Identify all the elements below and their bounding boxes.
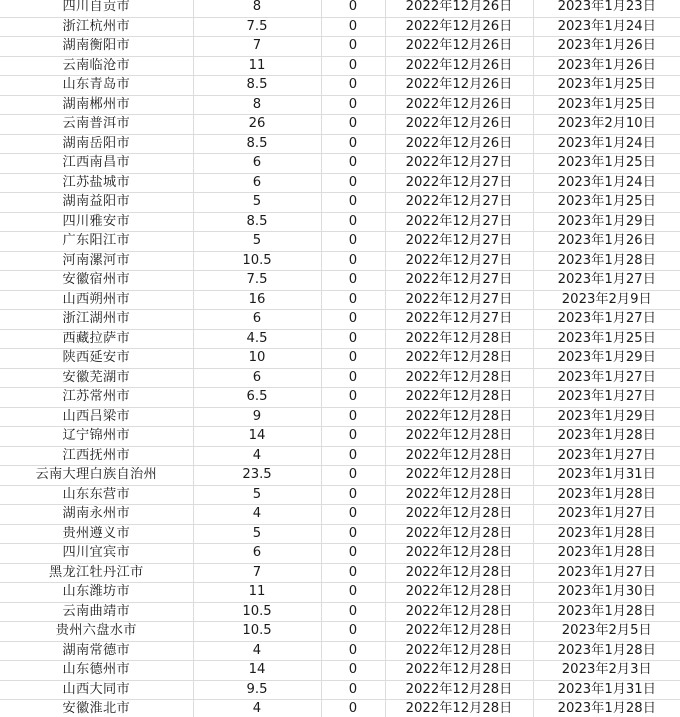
count-cell[interactable]: 0 [321, 700, 385, 717]
end-date-cell[interactable]: 2023年1月23日 [533, 0, 680, 17]
city-cell[interactable]: 山东青岛市 [0, 76, 193, 96]
end-date-cell[interactable]: 2023年2月5日 [533, 622, 680, 642]
table-row [0, 349, 680, 369]
city-cell[interactable]: 云南曲靖市 [0, 602, 193, 622]
city-cell[interactable]: 四川雅安市 [0, 212, 193, 232]
start-date-cell[interactable]: 2022年12月27日 [385, 310, 533, 330]
value-cell[interactable]: 11 [193, 56, 321, 76]
end-date-cell[interactable]: 2023年1月29日 [533, 407, 680, 427]
start-date-cell[interactable]: 2022年12月26日 [385, 134, 533, 154]
value-cell[interactable]: 26 [193, 115, 321, 135]
count-cell[interactable]: 0 [321, 602, 385, 622]
count-cell[interactable]: 0 [321, 388, 385, 408]
end-date-cell[interactable]: 2023年1月28日 [533, 700, 680, 717]
start-date-cell[interactable]: 2022年12月28日 [385, 329, 533, 349]
end-date-cell[interactable]: 2023年1月29日 [533, 212, 680, 232]
value-cell[interactable]: 4 [193, 700, 321, 717]
table-row [0, 388, 680, 408]
table-row [0, 251, 680, 271]
end-date-cell[interactable]: 2023年2月9日 [533, 290, 680, 310]
count-cell[interactable]: 0 [321, 583, 385, 603]
value-cell[interactable]: 4 [193, 505, 321, 525]
table-row [0, 193, 680, 213]
count-cell[interactable]: 0 [321, 563, 385, 583]
end-date-cell[interactable]: 2023年1月25日 [533, 329, 680, 349]
count-cell[interactable]: 0 [321, 232, 385, 252]
value-cell[interactable]: 16 [193, 290, 321, 310]
start-date-cell[interactable]: 2022年12月26日 [385, 95, 533, 115]
table-row [0, 524, 680, 544]
table-row [0, 680, 680, 700]
count-cell[interactable]: 0 [321, 622, 385, 642]
start-date-cell[interactable]: 2022年12月28日 [385, 661, 533, 681]
count-cell[interactable]: 0 [321, 368, 385, 388]
city-cell[interactable]: 山东东营市 [0, 485, 193, 505]
count-cell[interactable]: 0 [321, 466, 385, 486]
end-date-cell[interactable]: 2023年1月24日 [533, 17, 680, 37]
start-date-cell[interactable]: 2022年12月27日 [385, 251, 533, 271]
table-row [0, 505, 680, 525]
table-row [0, 95, 680, 115]
start-date-cell[interactable]: 2022年12月28日 [385, 505, 533, 525]
start-date-cell[interactable]: 2022年12月28日 [385, 485, 533, 505]
end-date-cell[interactable]: 2023年1月27日 [533, 368, 680, 388]
table-row [0, 583, 680, 603]
end-date-cell[interactable]: 2023年1月27日 [533, 505, 680, 525]
end-date-cell[interactable]: 2023年1月25日 [533, 76, 680, 96]
count-cell[interactable]: 0 [321, 524, 385, 544]
value-cell[interactable]: 7 [193, 563, 321, 583]
table-row [0, 212, 680, 232]
end-date-cell[interactable]: 2023年1月28日 [533, 602, 680, 622]
end-date-cell[interactable]: 2023年2月3日 [533, 661, 680, 681]
count-cell[interactable]: 0 [321, 310, 385, 330]
count-cell[interactable]: 0 [321, 349, 385, 369]
end-date-cell[interactable]: 2023年1月30日 [533, 583, 680, 603]
start-date-cell[interactable]: 2022年12月28日 [385, 602, 533, 622]
count-cell[interactable]: 0 [321, 251, 385, 271]
city-cell[interactable]: 湖南永州市 [0, 505, 193, 525]
city-cell[interactable]: 湖南益阳市 [0, 193, 193, 213]
city-cell[interactable]: 西藏拉萨市 [0, 329, 193, 349]
city-cell[interactable]: 云南临沧市 [0, 56, 193, 76]
table-row [0, 37, 680, 57]
end-date-cell[interactable]: 2023年1月27日 [533, 388, 680, 408]
value-cell[interactable]: 10.5 [193, 602, 321, 622]
value-cell[interactable]: 9 [193, 407, 321, 427]
start-date-cell[interactable]: 2022年12月27日 [385, 271, 533, 291]
end-date-cell[interactable]: 2023年1月27日 [533, 310, 680, 330]
city-cell[interactable]: 浙江杭州市 [0, 17, 193, 37]
table-row [0, 700, 680, 717]
count-cell[interactable]: 0 [321, 173, 385, 193]
city-cell[interactable]: 湖南衡阳市 [0, 37, 193, 57]
start-date-cell[interactable]: 2022年12月27日 [385, 154, 533, 174]
end-date-cell[interactable]: 2023年1月28日 [533, 641, 680, 661]
city-cell[interactable]: 湖南常德市 [0, 641, 193, 661]
count-cell[interactable]: 0 [321, 544, 385, 564]
count-cell[interactable]: 0 [321, 290, 385, 310]
count-cell[interactable]: 0 [321, 134, 385, 154]
start-date-cell[interactable]: 2022年12月28日 [385, 700, 533, 717]
count-cell[interactable]: 0 [321, 427, 385, 447]
value-cell[interactable]: 8 [193, 0, 321, 17]
end-date-cell[interactable]: 2023年1月26日 [533, 37, 680, 57]
value-cell[interactable]: 8.5 [193, 76, 321, 96]
value-cell[interactable]: 8.5 [193, 134, 321, 154]
table-row [0, 173, 680, 193]
city-cell[interactable]: 安徽淮北市 [0, 700, 193, 717]
table-row [0, 329, 680, 349]
value-cell[interactable]: 5 [193, 524, 321, 544]
start-date-cell[interactable]: 2022年12月26日 [385, 115, 533, 135]
start-date-cell[interactable]: 2022年12月28日 [385, 544, 533, 564]
city-cell[interactable]: 安徽芜湖市 [0, 368, 193, 388]
end-date-cell[interactable]: 2023年1月28日 [533, 427, 680, 447]
table-row [0, 271, 680, 291]
value-cell[interactable]: 4.5 [193, 329, 321, 349]
count-cell[interactable]: 0 [321, 212, 385, 232]
start-date-cell[interactable]: 2022年12月26日 [385, 17, 533, 37]
table-row [0, 466, 680, 486]
value-cell[interactable]: 10.5 [193, 251, 321, 271]
end-date-cell[interactable]: 2023年1月31日 [533, 466, 680, 486]
start-date-cell[interactable]: 2022年12月26日 [385, 76, 533, 96]
start-date-cell[interactable]: 2022年12月27日 [385, 232, 533, 252]
value-cell[interactable]: 14 [193, 427, 321, 447]
value-cell[interactable]: 5 [193, 232, 321, 252]
count-cell[interactable]: 0 [321, 193, 385, 213]
start-date-cell[interactable]: 2022年12月28日 [385, 427, 533, 447]
count-cell[interactable]: 0 [321, 56, 385, 76]
table-row [0, 232, 680, 252]
value-cell[interactable]: 6 [193, 368, 321, 388]
city-cell[interactable]: 四川宜宾市 [0, 544, 193, 564]
start-date-cell[interactable]: 2022年12月28日 [385, 466, 533, 486]
count-cell[interactable]: 0 [321, 115, 385, 135]
city-cell[interactable]: 安徽宿州市 [0, 271, 193, 291]
start-date-cell[interactable]: 2022年12月28日 [385, 641, 533, 661]
count-cell[interactable]: 0 [321, 505, 385, 525]
table-row [0, 290, 680, 310]
start-date-cell[interactable]: 2022年12月28日 [385, 407, 533, 427]
end-date-cell[interactable]: 2023年1月27日 [533, 271, 680, 291]
end-date-cell[interactable]: 2023年1月25日 [533, 154, 680, 174]
start-date-cell[interactable]: 2022年12月28日 [385, 368, 533, 388]
city-cell[interactable]: 山西朔州市 [0, 290, 193, 310]
end-date-cell[interactable]: 2023年1月25日 [533, 95, 680, 115]
start-date-cell[interactable]: 2022年12月26日 [385, 0, 533, 17]
count-cell[interactable]: 0 [321, 17, 385, 37]
count-cell[interactable]: 0 [321, 680, 385, 700]
start-date-cell[interactable]: 2022年12月27日 [385, 290, 533, 310]
end-date-cell[interactable]: 2023年1月28日 [533, 251, 680, 271]
value-cell[interactable]: 23.5 [193, 466, 321, 486]
count-cell[interactable]: 0 [321, 407, 385, 427]
table-row [0, 544, 680, 564]
start-date-cell[interactable]: 2022年12月27日 [385, 193, 533, 213]
end-date-cell[interactable]: 2023年1月26日 [533, 56, 680, 76]
start-date-cell[interactable]: 2022年12月26日 [385, 37, 533, 57]
city-cell[interactable]: 山西大同市 [0, 680, 193, 700]
table-row [0, 407, 680, 427]
end-date-cell[interactable]: 2023年1月28日 [533, 485, 680, 505]
count-cell[interactable]: 0 [321, 76, 385, 96]
value-cell[interactable]: 7.5 [193, 17, 321, 37]
count-cell[interactable]: 0 [321, 641, 385, 661]
city-cell[interactable]: 四川自贡市 [0, 0, 193, 17]
value-cell[interactable]: 8 [193, 95, 321, 115]
start-date-cell[interactable]: 2022年12月28日 [385, 563, 533, 583]
city-cell[interactable]: 云南大理白族自治州 [0, 466, 193, 486]
city-cell[interactable]: 贵州遵义市 [0, 524, 193, 544]
count-cell[interactable]: 0 [321, 329, 385, 349]
value-cell[interactable]: 7.5 [193, 271, 321, 291]
count-cell[interactable]: 0 [321, 0, 385, 17]
table-row [0, 115, 680, 135]
count-cell[interactable]: 0 [321, 485, 385, 505]
count-cell[interactable]: 0 [321, 661, 385, 681]
city-cell[interactable]: 山西吕梁市 [0, 407, 193, 427]
table-row [0, 134, 680, 154]
city-cell[interactable]: 山东潍坊市 [0, 583, 193, 603]
city-cell[interactable]: 江苏盐城市 [0, 173, 193, 193]
table-row [0, 310, 680, 330]
value-cell[interactable]: 8.5 [193, 212, 321, 232]
table-row [0, 661, 680, 681]
end-date-cell[interactable]: 2023年1月26日 [533, 232, 680, 252]
end-date-cell[interactable]: 2023年1月24日 [533, 173, 680, 193]
table-row [0, 154, 680, 174]
start-date-cell[interactable]: 2022年12月27日 [385, 173, 533, 193]
count-cell[interactable]: 0 [321, 154, 385, 174]
city-cell[interactable]: 辽宁锦州市 [0, 427, 193, 447]
value-cell[interactable]: 5 [193, 485, 321, 505]
value-cell[interactable]: 9.5 [193, 680, 321, 700]
value-cell[interactable]: 10 [193, 349, 321, 369]
value-cell[interactable]: 7 [193, 37, 321, 57]
start-date-cell[interactable]: 2022年12月26日 [385, 56, 533, 76]
city-cell[interactable]: 湖南岳阳市 [0, 134, 193, 154]
table-row [0, 446, 680, 466]
start-date-cell[interactable]: 2022年12月28日 [385, 622, 533, 642]
value-cell[interactable]: 5 [193, 193, 321, 213]
value-cell[interactable]: 6 [193, 173, 321, 193]
city-cell[interactable]: 山东德州市 [0, 661, 193, 681]
end-date-cell[interactable]: 2023年2月10日 [533, 115, 680, 135]
city-cell[interactable]: 湖南郴州市 [0, 95, 193, 115]
count-cell[interactable]: 0 [321, 95, 385, 115]
end-date-cell[interactable]: 2023年1月25日 [533, 193, 680, 213]
end-date-cell[interactable]: 2023年1月29日 [533, 349, 680, 369]
start-date-cell[interactable]: 2022年12月28日 [385, 446, 533, 466]
value-cell[interactable]: 4 [193, 446, 321, 466]
count-cell[interactable]: 0 [321, 271, 385, 291]
start-date-cell[interactable]: 2022年12月28日 [385, 388, 533, 408]
end-date-cell[interactable]: 2023年1月27日 [533, 446, 680, 466]
table-row [0, 485, 680, 505]
value-cell[interactable]: 4 [193, 641, 321, 661]
city-cell[interactable]: 河南漯河市 [0, 251, 193, 271]
value-cell[interactable]: 6 [193, 544, 321, 564]
table-row [0, 56, 680, 76]
city-cell[interactable]: 黑龙江牡丹江市 [0, 563, 193, 583]
city-cell[interactable]: 江苏常州市 [0, 388, 193, 408]
end-date-cell[interactable]: 2023年1月28日 [533, 544, 680, 564]
table-row [0, 563, 680, 583]
table-row [0, 17, 680, 37]
city-cell[interactable]: 贵州六盘水市 [0, 622, 193, 642]
count-cell[interactable]: 0 [321, 446, 385, 466]
table-row [0, 0, 680, 17]
table-row [0, 76, 680, 96]
city-cell[interactable]: 云南普洱市 [0, 115, 193, 135]
table-row [0, 368, 680, 388]
start-date-cell[interactable]: 2022年12月28日 [385, 583, 533, 603]
table-row [0, 641, 680, 661]
value-cell[interactable]: 6 [193, 310, 321, 330]
city-cell[interactable]: 浙江湖州市 [0, 310, 193, 330]
end-date-cell[interactable]: 2023年1月28日 [533, 524, 680, 544]
table-row [0, 427, 680, 447]
table-row [0, 622, 680, 642]
start-date-cell[interactable]: 2022年12月27日 [385, 212, 533, 232]
city-cell[interactable]: 广东阳江市 [0, 232, 193, 252]
value-cell[interactable]: 10.5 [193, 622, 321, 642]
start-date-cell[interactable]: 2022年12月28日 [385, 524, 533, 544]
value-cell[interactable]: 11 [193, 583, 321, 603]
city-cell[interactable]: 江西抚州市 [0, 446, 193, 466]
city-cell[interactable]: 江西南昌市 [0, 154, 193, 174]
end-date-cell[interactable]: 2023年1月31日 [533, 680, 680, 700]
value-cell[interactable]: 6 [193, 154, 321, 174]
end-date-cell[interactable]: 2023年1月24日 [533, 134, 680, 154]
city-cell[interactable]: 陕西延安市 [0, 349, 193, 369]
value-cell[interactable]: 6.5 [193, 388, 321, 408]
start-date-cell[interactable]: 2022年12月28日 [385, 680, 533, 700]
count-cell[interactable]: 0 [321, 37, 385, 57]
end-date-cell[interactable]: 2023年1月27日 [533, 563, 680, 583]
table-row [0, 602, 680, 622]
value-cell[interactable]: 14 [193, 661, 321, 681]
start-date-cell[interactable]: 2022年12月28日 [385, 349, 533, 369]
